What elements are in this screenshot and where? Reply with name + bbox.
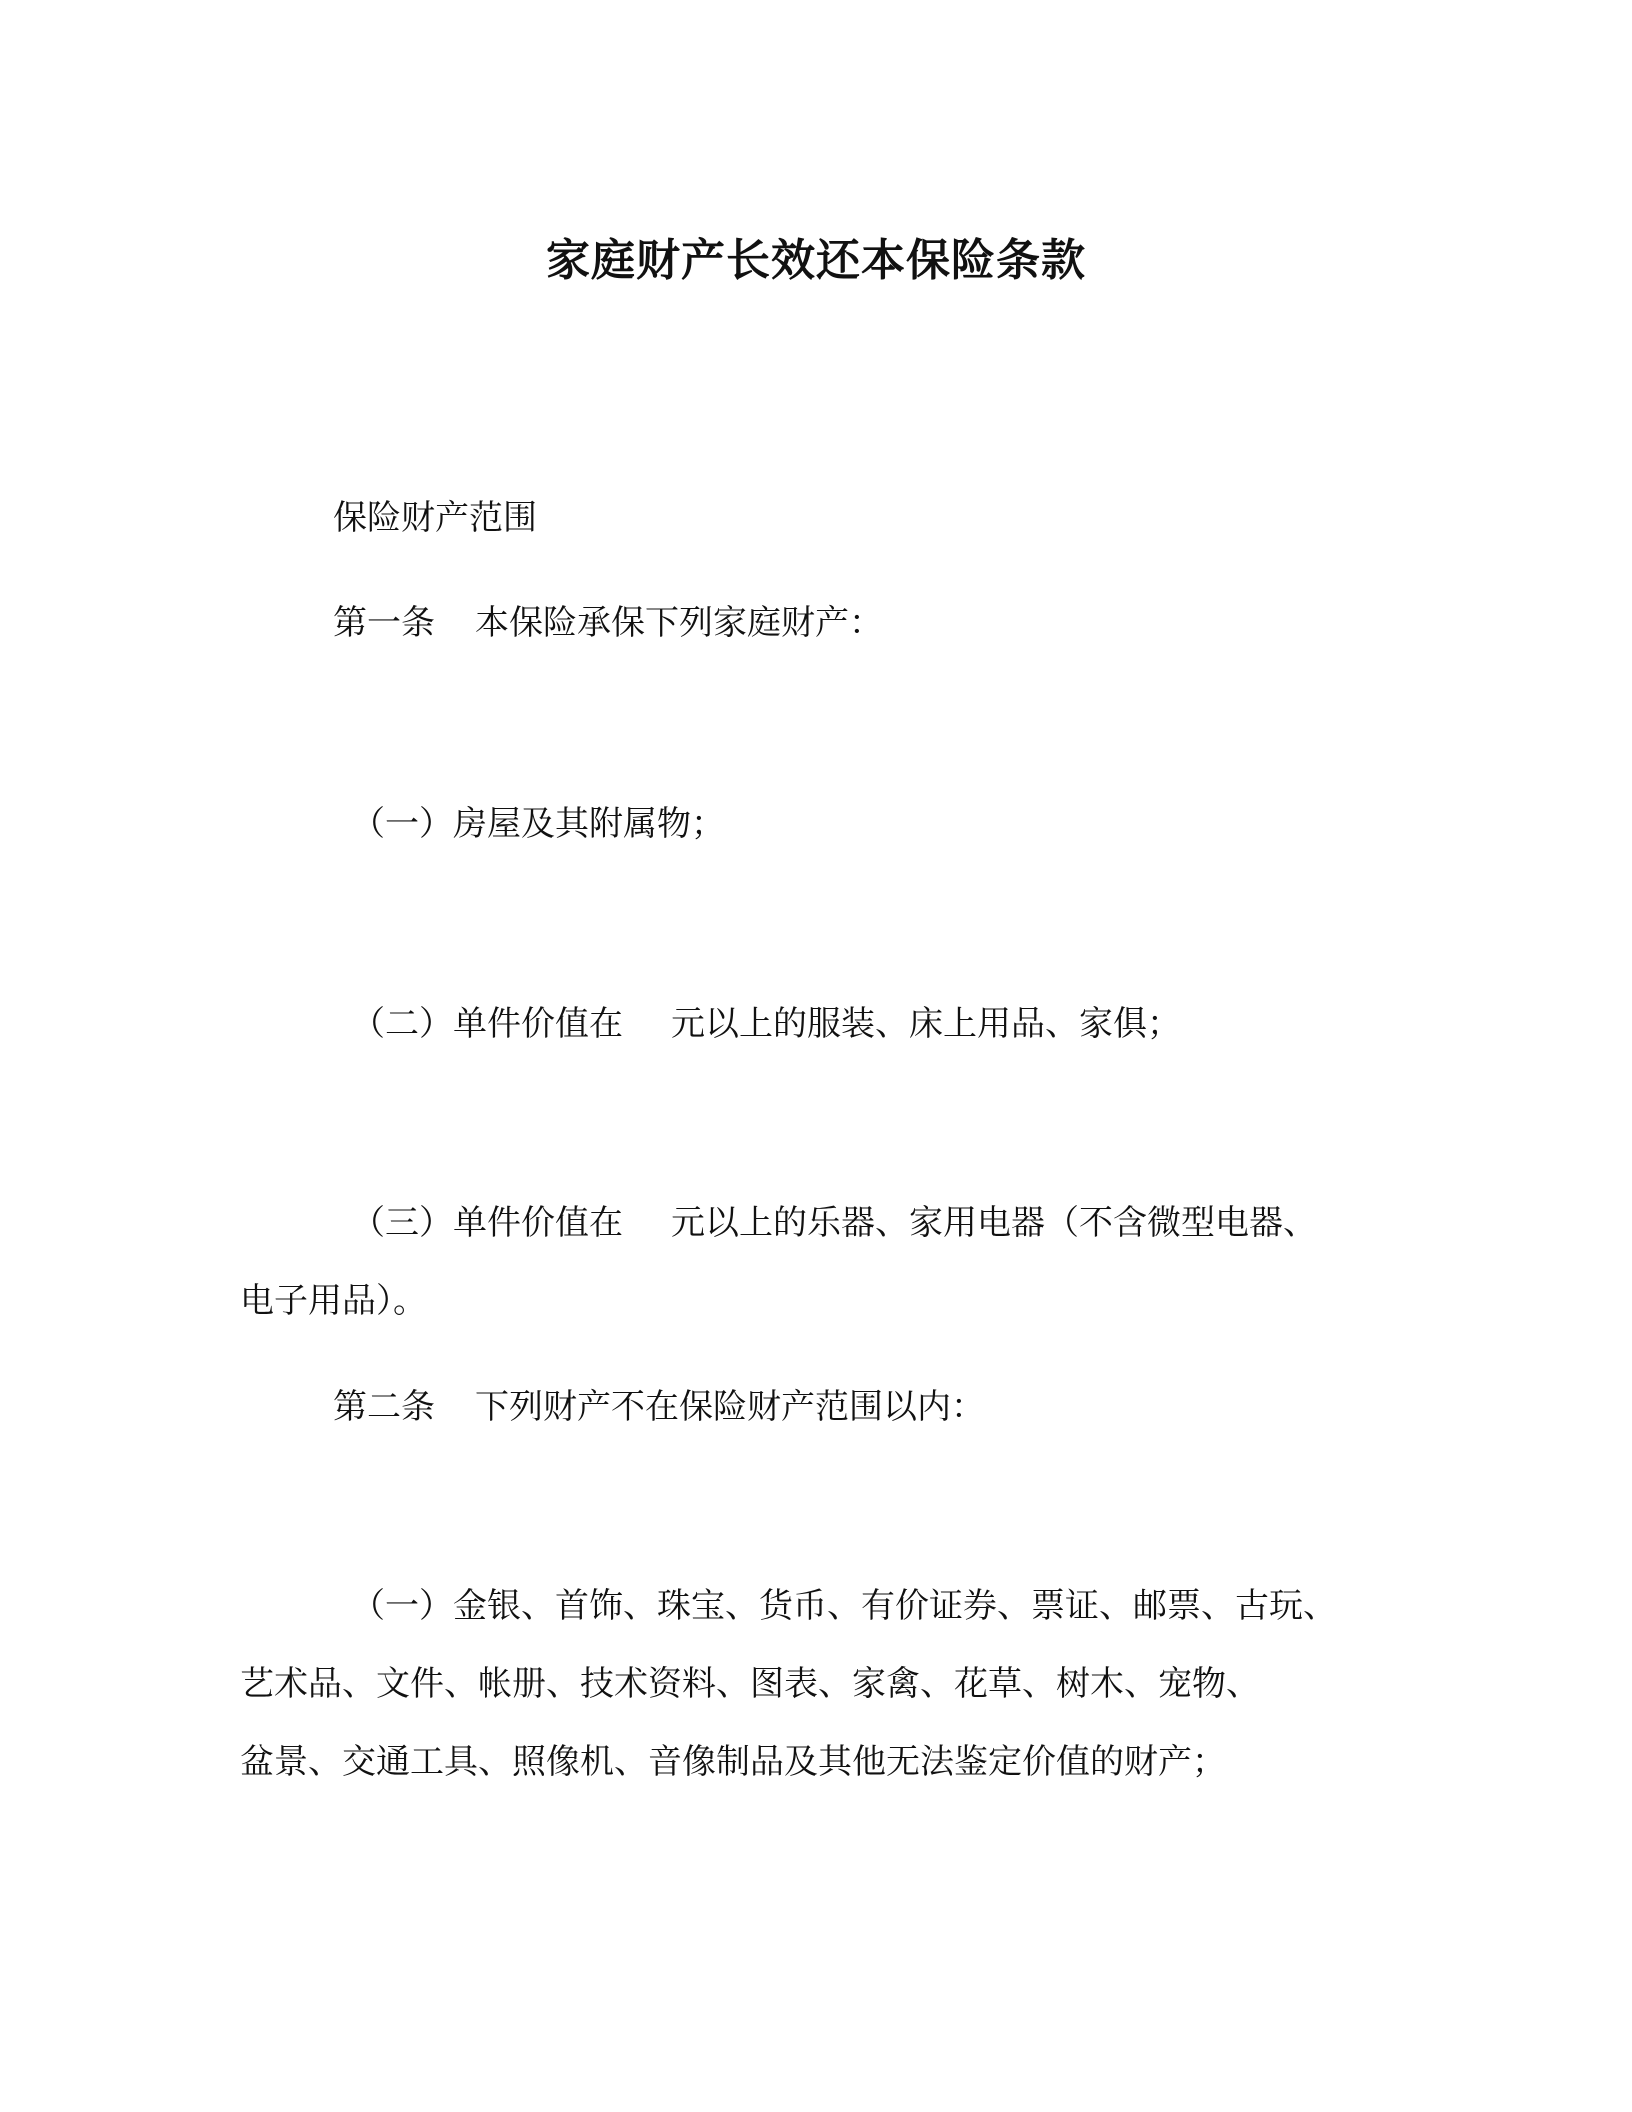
article-1-item-3-suffix: 元以上的乐器、家用电器（不含微型电器、 xyxy=(671,1203,1317,1243)
article-1-item-1: （一）房屋及其附属物； xyxy=(351,804,725,844)
article-2-item-1-line-3: 盆景、交通工具、照像机、音像制品及其他无法鉴定价值的财产； xyxy=(240,1742,1226,1782)
article-2-item-1-line-1: （一）金银、首饰、珠宝、货币、有价证券、票证、邮票、古玩、 xyxy=(351,1586,1337,1626)
article-1-label: 第一条 xyxy=(333,603,435,643)
article-1-item-3-prefix: （三）单件价值在 xyxy=(351,1203,623,1243)
article-1-item-2-suffix: 元以上的服装、床上用品、家俱； xyxy=(671,1004,1181,1044)
article-1-item-2 xyxy=(351,1002,1181,1046)
article-1-item-2-prefix: （二）单件价值在 xyxy=(351,1004,623,1044)
article-2-item-1-line-2: 艺术品、文件、帐册、技术资料、图表、家禽、花草、树木、宠物、 xyxy=(240,1664,1260,1704)
article-1-item-3 xyxy=(351,1201,1317,1245)
article-1-item-3-continuation: 电子用品）。 xyxy=(240,1281,427,1321)
article-2-text: 下列财产不在保险财产范围以内： xyxy=(475,1387,985,1427)
article-2 xyxy=(333,1385,985,1429)
article-1 xyxy=(333,601,883,645)
section-heading: 保险财产范围 xyxy=(333,498,537,538)
article-2-label: 第二条 xyxy=(333,1387,435,1427)
document-title: 家庭财产长效还本保险条款 xyxy=(546,235,1086,286)
article-1-text: 本保险承保下列家庭财产： xyxy=(475,603,883,643)
